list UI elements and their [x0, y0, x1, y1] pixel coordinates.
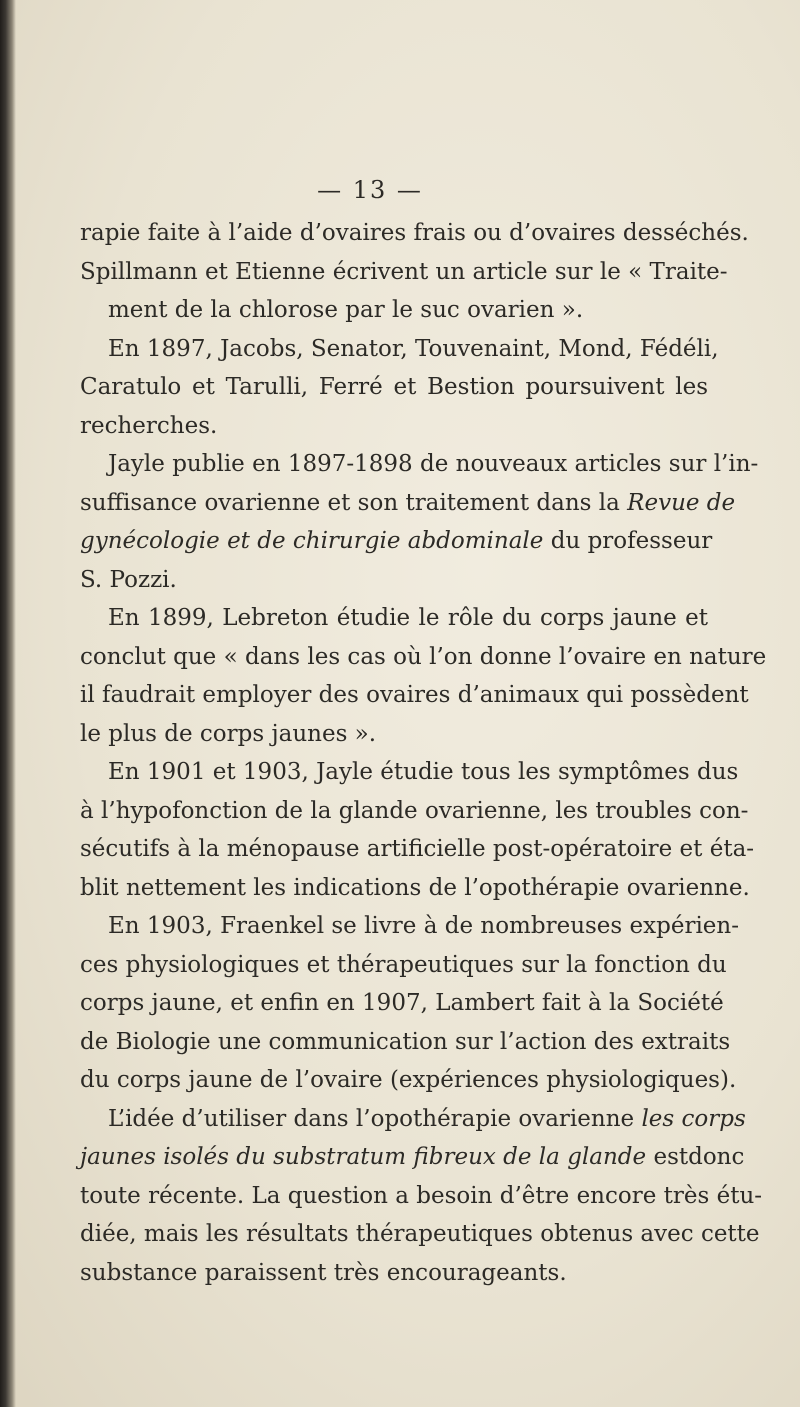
text-line: En 1899, Lebreton étudie le rôle du corps jaune et: [108, 605, 708, 631]
journal-title: gynécologie et de chirurgie abdominale: [80, 528, 544, 554]
text-line: blit nettement les indications de l’opothérapie ovarienne.: [80, 874, 750, 901]
text-line: de Biologie une communication sur l’action des extraits: [80, 1028, 731, 1055]
text-line: toute récente. La question a besoin d’être encore très étu-: [80, 1182, 763, 1209]
journal-title: Revue de: [627, 489, 736, 516]
text-line: ment de la chlorose par le suc ovarien ».: [108, 297, 584, 323]
text-line: En 1903, Fraenkel se livre à de nombreuses expérien-: [108, 913, 739, 939]
text-line: L’idée d’utiliser dans l’opothérapie ovarienne les corps: [108, 1105, 746, 1132]
text-line: sécutifs à la ménopause artificielle post-opératoire et éta-: [80, 836, 755, 862]
text-line: suffisance ovarienne et son traitement dans la Revue de: [80, 489, 736, 516]
text-line: rapie faite à l’aide d’ovaires frais ou d’ovaires desséchés.: [80, 220, 749, 246]
text-line: S. Pozzi.: [80, 566, 177, 593]
text-line: Spillmann et Etienne écrivent un article sur le « Traite-: [80, 258, 728, 285]
text-line: à l’hypofonction de la glande ovarienne, les troubles con-: [80, 797, 749, 824]
text-line: il faudrait employer des ovaires d’animaux qui possèdent: [80, 682, 749, 708]
text-line: substance paraissent très encourageants.: [80, 1259, 567, 1286]
text-line: ces physiologiques et thérapeutiques sur la fonction du: [80, 951, 727, 978]
text-line: du corps jaune de l’ovaire (expériences physiologiques).: [80, 1067, 737, 1093]
body-text: [80, 214, 767, 1292]
emphasis-text: jaunes isolés du substratum fibreux de la glande: [80, 1144, 647, 1170]
text-line: conclut que « dans les cas où l’on donne l’ovaire en nature: [80, 643, 767, 670]
text-line: le plus de corps jaunes ».: [80, 720, 377, 747]
text-line: recherches.: [80, 412, 218, 439]
emphasis-text: les corps: [641, 1105, 746, 1132]
page-number: — 13 —: [317, 176, 423, 204]
binding-shadow: [0, 0, 16, 1407]
text-line: diée, mais les résultats thérapeutiques obtenus avec cette: [80, 1221, 760, 1247]
text-line: gynécologie et de chirurgie abdominale du professeur: [80, 528, 713, 554]
text-line: En 1901 et 1903, Jayle étudie tous les symptômes dus: [108, 759, 739, 785]
text-line: corps jaune, et enfin en 1907, Lambert fait à la Société: [80, 990, 724, 1016]
text-line: Caratulo et Tarulli, Ferré et Bestion poursuivent les: [80, 374, 708, 400]
text-line: En 1897, Jacobs, Senator, Touvenaint, Mond, Fédéli,: [108, 335, 719, 362]
text-line: jaunes isolés du substratum fibreux de la glande estdonc: [80, 1144, 745, 1170]
text-line: Jayle publie en 1897-1898 de nouveaux articles sur l’in-: [108, 451, 759, 477]
